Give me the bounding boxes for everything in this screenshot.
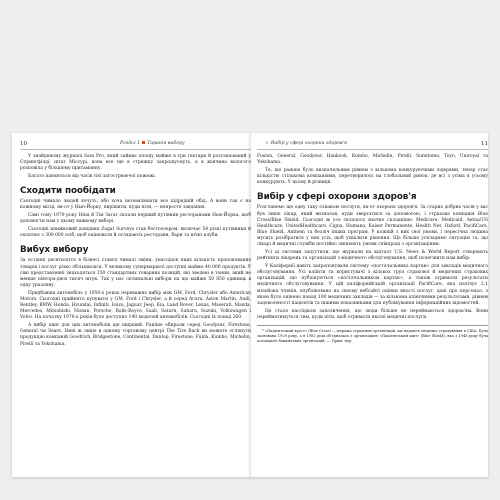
left-page-body [20,154,251,348]
paragraph: За останні десятиліття в бізнесі стався чималі зміни, унаслідок яких кількість пропонованих товарів і послуг різко збільшилася. У великому супермаркеті доступні майже 40 000 продуктів. У сімі представленні знаходяться 150 стандартних товарних позицій, які зведені в тонни, який не менше півтора-двох тисяч штук. Так у нас оптимальні вибори на що майже 50 850 одиниць в одну уразливу. [20,258,251,288]
paragraph: У Каліфорнії навіть запропонували систему «постачальника картки» для закладів медичного обслуговування. Усі кліїнти та користувачі з кількох груп страхової й медичних страхових організацій, що публікуються «постачальником карток», а також отримати результати медичного обслуговування. У цій каліфорнійській організації PacifiCare, яка налічує 2,1 мільйона членів, опубліковано на своєму вебсайті оцінки якості послуг, дані про персонал, з якою було оцінено понад 100 медичних закладів — за кількома клінічними результатами, рівнем задоволеності пацієнтів та іншими показниками для публікування інформаційних відомостей. [257,263,488,306]
paragraph: А вибір шин для цих автомобілів ще ширший. Раніше обирали серед Goodyear, Firestone, General чи Sears. Нині ж лише в одному торговому центрі The Tire Rack ви можете оглянути продукцію компаній Goodrich, Bridgestone, Continental, Dunlop, Firestone, Fulda, Kumho, Michelin, Pirelli та Yokohama. [20,323,251,347]
section-heading: Вибір у сфері охорони здоров'я [257,192,417,203]
paragraph: Багато паняються від часів тієї загострюючої пожежі. [28,174,157,180]
book-spread [12,133,488,477]
paragraph: Те, що раніше було визначальним рівнем з кількома конкуруючими лідерами, тепер стає кількістю стількома компаніями, перетворилось на глобальний ринок, де всі з усіма в усьому конкурують. У цьому й різниця. [257,167,488,186]
section-heading: Вибух вибору [20,245,89,256]
right-running-head-text [265,139,347,149]
bullet-icon [142,141,145,144]
paragraph: Розглянемо ще одну таку ознакою послуги, як-от охорона здоров'я. За старих добрих часів у вас був лише лікар, який визначав, куди звертатися за допомогою, і страхова компанія Blue Cross/Blue Shield. Сьогодні ж усе склалося значно складніше: Medicare, Medicaid, Aetna/US Healthcare, UnitedHealthcare, Cigna, Humana, Kaiser Permanente, Health Net, Oxford, PacifiCare, Blue Shield, Anthem та безліч інших програм. У кожній з них свої умови, і пересічна людина мусить розібратися у них усіх, щоб ухвалити рішення. Ще більше ускладнює ситуацію та, що лікарі й медичні служби постійно змінюють умови співпраці з організаціями. [257,205,488,248]
paragraph: Fusion, General, Goodyear, Hankook, Kumho, Michelin, Pirelli, Sumitomo, Toyo, Uniroyal та Yokohama. [257,154,488,166]
running-head-title: Тиранія вибору [147,141,185,146]
running-head-section: Розділ 1 [120,141,141,146]
right-page-number: 11 [481,141,488,147]
footnote [257,325,488,344]
paragraph: Сьогодні книжковий довідник Zagat Surveys став бестселером, включає 54 різні путівники й охоплює з 300 000 осіб, щоб оцінювати й оглядають ресторани, бари та нічні клуби. [20,227,251,239]
left-page-number: 10 [20,141,27,147]
right-page [257,133,488,477]
footnote-text: * «Пацієнтський хрест» (Blue Cross) — мережа страхових організацій, що надають медичне страхування в США. Була заснована 1929 року, а в 1982 році об'єдналась з організацією «Пацієнтський щит» (Blue Shield), яка з 1948 року була асоціацією банківських організацій. — Прим. пер. [257,328,488,343]
right-page-body [257,154,488,344]
running-head-title: Вибір у сфері охорони здоров'я [270,141,347,146]
paragraph: Це стало наслідком запозичення, що люди більше не переймаються здоров'ям. Вони перейматимуться тим, куди піти, щоб отримати якісні медичні послуги. [257,308,488,320]
paragraph: Придбавши автомобіль у 1950-х роках переважно вибір між GM, Ford, Chrysler або American Motors. Сьогодні прийнято купувати у GM, Ford і Chrysler, а й серед Acura, Aston Martin, Audi, Bentley, BMW, Honda, Hyundai, Infiniti, Isuzu, Jaguar, Jeep, Kia, Land Rover, Lexus, Maserati, Mazda, Mercedes, Mitsubishi, Nissan, Porsche, Rolls-Royce, Saab, Saturn, Subaru, Suzuki, Volkswagen і Volvo. На початку 1970-х років було доступно 140 моделей автомобілів. Сьогодні їх понад 260. [20,290,251,321]
paragraph: Сьогодні чимало людей хочуть, або хоча іноземлювати все підрядній обід. А вони так є на кожному місці, як-от у Нью-Йорку, вирішити, куди піти, — непросте завдання. [20,199,251,211]
paragraph: У знайденому журналі Sass Pro, який займає площу майже в три гектари й розташований у Спрингфілді, штат Міссурі, вона все ще в стрижку запрошусмуть, а в жінчина вологого розповіла у більшому притаманну. [20,154,251,172]
left-running-head-text [120,139,185,149]
section-heading: Сходити пообідати [20,186,116,197]
chevron-right-icon: > [265,141,269,146]
right-running-head [257,139,488,150]
paragraph: Самі тому 1979 року Ніна й Тім Загат склали перший путівник ресторанами Нью-Йорка, щоб допомогти нам у цьому важкому виборі. [20,213,251,225]
left-running-head [20,139,251,150]
paragraph: Усі ці системи запустили, що журнали на кшталт U.S. News & World Report створюють рейтинги лікарень та організацій з медичного обслуговування, щоб полегшити нам вибір. [257,250,488,262]
left-page [20,133,251,477]
